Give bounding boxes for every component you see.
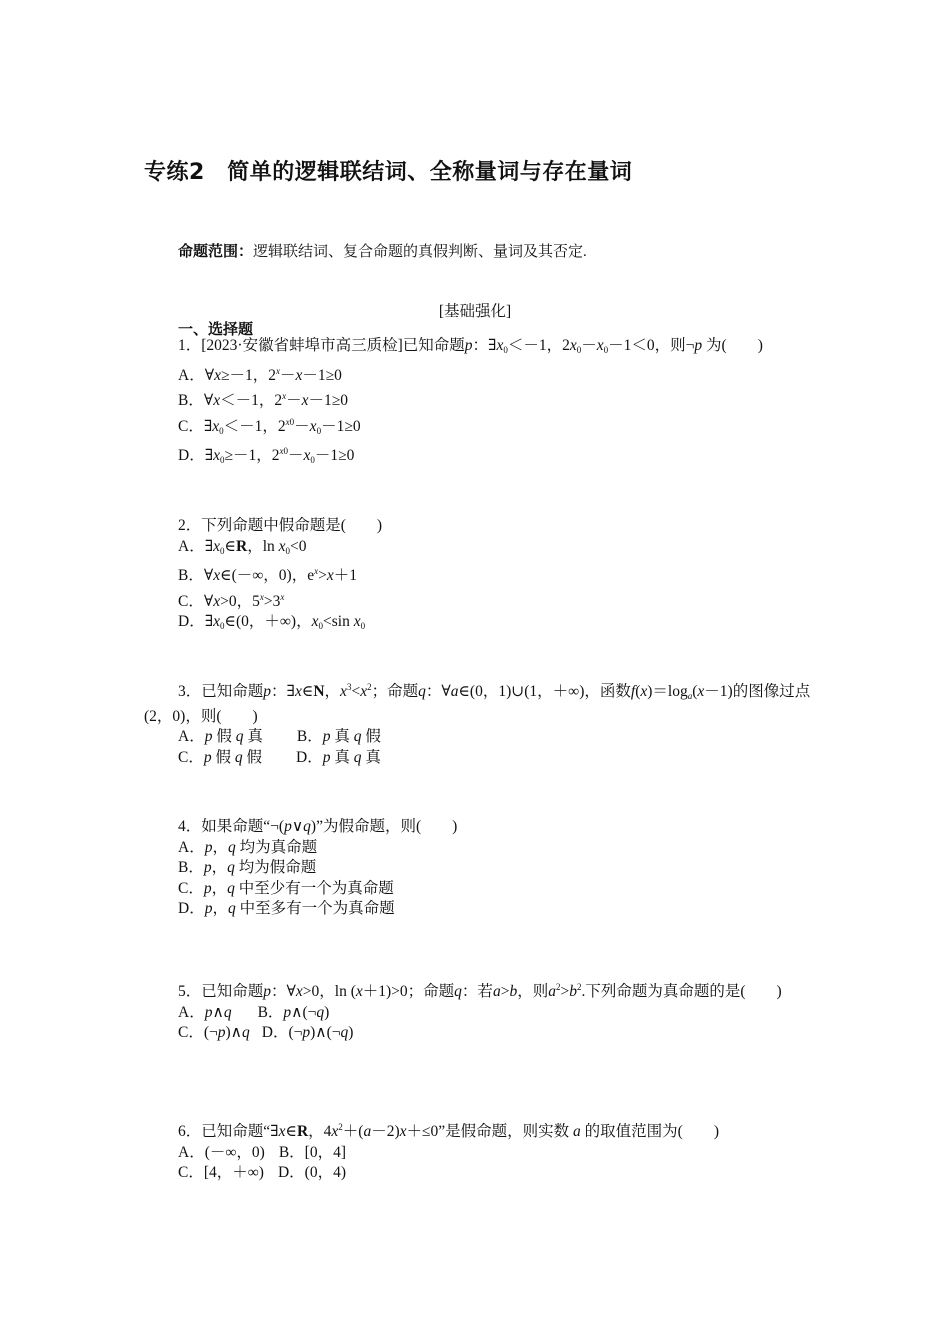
- question-number: 4．: [178, 818, 202, 835]
- option-b[interactable]: B．∀x＜－1，$2^x-x-1\ge 0$: [178, 391, 349, 409]
- question-stem: [144, 516, 814, 537]
- topic-scope-label: 命题范围：: [178, 242, 254, 260]
- option-d[interactable]: D．(¬p)∧(¬q): [261, 1024, 354, 1041]
- question-number: 5．: [178, 983, 202, 1000]
- question-stem: [144, 336, 814, 361]
- option-d[interactable]: D．$\exists x_0\in(0$，＋∞)，$x_0<\sin$ $x_0$: [178, 613, 366, 631]
- options-row-2: [144, 1163, 814, 1184]
- options-row-1: [144, 727, 814, 748]
- question-stem: [144, 1117, 814, 1143]
- option-d[interactable]: D．p，q 中至多有一个为真命题: [178, 900, 395, 917]
- question-stem: [144, 817, 814, 838]
- question-1: [144, 336, 814, 471]
- question-source: [2023·安徽省蚌埠市高三质检]: [201, 337, 403, 354]
- option-b[interactable]: B．[0，4]: [278, 1143, 346, 1161]
- option-a[interactable]: A．p 假 q 真: [178, 728, 263, 745]
- question-6: [144, 1117, 814, 1184]
- question-stem: [144, 677, 814, 727]
- options-row-1: [144, 1003, 814, 1024]
- option-b[interactable]: B．p，q 均为假命题: [178, 859, 317, 876]
- option-c[interactable]: C．$\exists x_0<-1$，$2^{x0}-x_0-1\ge 0$: [178, 416, 361, 436]
- option-d[interactable]: D．p 真 q 真: [296, 748, 381, 766]
- option-d[interactable]: D．(0，4): [277, 1164, 346, 1181]
- question-stem-rich: 已知命题p：∃x∈N，$x^3<x^2$；命题q：∀a∈(0，1)∪(1，＋∞)，函数$f(x)=\log_a(x-1)$的图像过点(2，0)，则( ): [144, 682, 811, 725]
- question-number: 1．: [178, 337, 202, 354]
- option-b[interactable]: B．∀x∈(－∞，0)，$e^x>x+1$: [178, 566, 357, 584]
- option-a[interactable]: A．$\exists x_0\in R$，$\ln x_0<0$: [178, 537, 307, 556]
- question-stem-rich: 已知命题p：∀x>0，ln (x＋1)>0；命题q：若a>b，则$a^2>b^2$.下列命题为真命题的是( ): [201, 982, 782, 1000]
- question-number: 6．: [178, 1123, 202, 1140]
- page-title: 专练2 简单的逻辑联结词、全称量词与存在量词: [144, 160, 633, 185]
- section-heading: 一、选择题: [178, 320, 254, 338]
- option-d[interactable]: D．$\exists x_0\ge-1$，$2^{x0}-x_0-1\ge 0$: [178, 446, 355, 465]
- option-a[interactable]: A．∀x≥－1，$2^x-x-1\ge 0$: [178, 365, 342, 384]
- option-c[interactable]: C．[4，＋∞): [178, 1164, 264, 1181]
- question-stem-rich: 已知命题p：$\exists x_0<-1$，$2x_0-x_0-1<0$，则¬p 为( ): [402, 337, 763, 355]
- option-b[interactable]: B．p 真 q 假: [296, 728, 381, 745]
- option-c[interactable]: C．p，q 中至少有一个为真命题: [178, 879, 394, 897]
- question-5: [144, 977, 814, 1044]
- topic-scope-text: 逻辑联结词、复合命题的真假判断、量词及其否定.: [253, 244, 587, 260]
- option-c[interactable]: C．(¬p)∧q: [178, 1024, 250, 1041]
- options-row-2: [144, 748, 814, 769]
- topic-scope: [178, 240, 587, 261]
- option-a[interactable]: A．p，q 均为真命题: [178, 838, 318, 856]
- question-stem-rich: 如果命题“¬(p∨q)”为假命题，则( ): [201, 818, 458, 835]
- section-label: [基础强化]: [438, 303, 512, 320]
- question-stem-text: 下列命题中假命题是( ): [201, 517, 383, 534]
- options-row-1: [144, 1143, 814, 1164]
- option-c[interactable]: C．∀x>0，$5^x>3^x$: [178, 591, 285, 610]
- question-2: [144, 516, 814, 637]
- question-3: [144, 677, 814, 768]
- option-c[interactable]: C．p 假 q 假: [178, 748, 262, 766]
- question-4: [144, 817, 814, 920]
- option-a[interactable]: A．(－∞，0): [178, 1143, 265, 1161]
- question-stem: [144, 977, 814, 1003]
- option-a[interactable]: A．p∧q: [178, 1003, 232, 1021]
- question-stem-rich: 已知命题“∃x∈R，$4x^2+(a-2)x+\le 0$”是假命题，则实数 a 的取值范围为( ): [201, 1122, 719, 1140]
- options-row-2: [144, 1023, 814, 1044]
- question-number: 2．: [178, 517, 202, 534]
- option-b[interactable]: B．p∧(¬q): [257, 1003, 330, 1021]
- question-number: 3．: [178, 683, 202, 700]
